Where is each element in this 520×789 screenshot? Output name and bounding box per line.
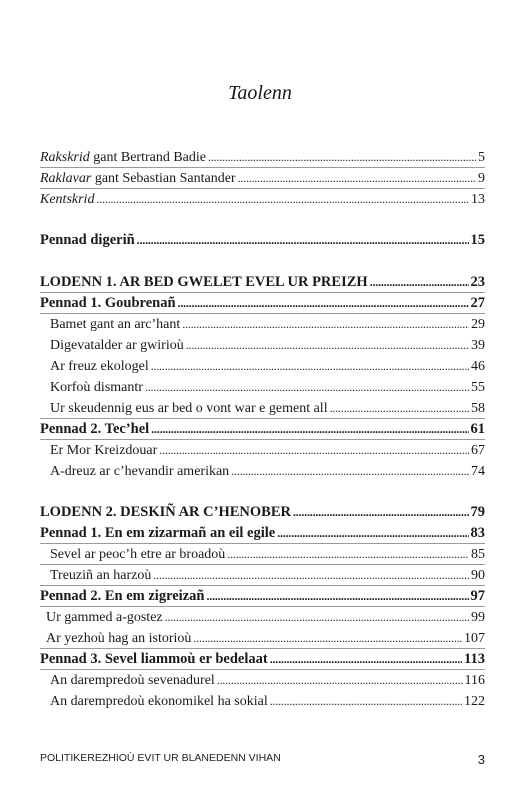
toc-section[interactable] bbox=[50, 462, 485, 480]
toc-page-number: 39 bbox=[471, 338, 485, 353]
toc-page-number: 55 bbox=[471, 380, 485, 395]
toc-part-1[interactable] bbox=[40, 273, 485, 291]
toc-page-number: 67 bbox=[471, 443, 485, 458]
toc-entry-label: Ur gammed a-gostez bbox=[46, 610, 163, 625]
toc-entry-label: Ar yezhoù hag an istorioù bbox=[46, 631, 192, 646]
toc-section[interactable] bbox=[46, 629, 485, 647]
dot-leader bbox=[238, 169, 476, 188]
toc-page-number: 23 bbox=[470, 274, 485, 290]
dot-leader bbox=[270, 692, 462, 711]
divider bbox=[40, 418, 485, 419]
toc-entry-kentskrid[interactable] bbox=[40, 190, 485, 208]
toc-entry-italic: Kentskrid bbox=[40, 192, 95, 207]
toc-chapter[interactable] bbox=[40, 294, 485, 312]
toc-page-number: 46 bbox=[471, 359, 485, 374]
toc-entry-label: Pennad 1. En em zizarmañ an eil egile bbox=[40, 525, 276, 541]
toc-entry-rakskrid[interactable] bbox=[40, 148, 485, 166]
toc-entry-label: Korfoù dismantr bbox=[50, 380, 143, 395]
toc-page-number: 90 bbox=[471, 568, 485, 583]
dot-leader bbox=[153, 566, 469, 585]
toc-entry-label: An darempredoù ekonomikel ha sokial bbox=[50, 694, 268, 709]
dot-leader bbox=[206, 587, 468, 605]
divider bbox=[40, 606, 485, 607]
toc-entry-label: Ur skeudennig eus ar bed o vont war e gement all bbox=[50, 401, 328, 416]
toc-entry-label: A-dreuz ar c’hevandir amerikan bbox=[50, 464, 230, 479]
dot-leader bbox=[151, 420, 468, 438]
toc-section[interactable] bbox=[50, 441, 485, 459]
dot-leader bbox=[193, 629, 462, 648]
toc-entry-label: gant Sebastian Santander bbox=[91, 171, 236, 186]
divider bbox=[40, 292, 485, 293]
divider bbox=[40, 188, 485, 189]
toc-entry-label: An darempredoù sevenadurel bbox=[50, 673, 215, 688]
toc-page-number: 107 bbox=[464, 631, 485, 646]
toc-page-number: 116 bbox=[464, 673, 485, 688]
toc-chapter[interactable] bbox=[40, 650, 485, 668]
toc-section[interactable] bbox=[50, 315, 485, 333]
divider bbox=[40, 669, 485, 670]
toc-section[interactable] bbox=[50, 378, 485, 396]
toc-entry-label: gant Bertrand Badie bbox=[89, 150, 207, 165]
toc-entry-label: Sevel ar peoc’h etre ar broadoù bbox=[50, 547, 226, 562]
toc-chapter[interactable] bbox=[40, 420, 485, 438]
dot-leader bbox=[208, 148, 476, 167]
toc-entry-label: Pennad 2. Tec’hel bbox=[40, 421, 150, 437]
toc-chapter[interactable] bbox=[40, 587, 485, 605]
dot-leader bbox=[293, 503, 469, 521]
toc-entry-label: Pennad 3. Sevel liammoù er bedelaat bbox=[40, 651, 268, 667]
toc-page-number: 113 bbox=[464, 651, 485, 667]
dot-leader bbox=[270, 650, 462, 668]
dot-leader bbox=[231, 462, 469, 481]
toc-page-number: 99 bbox=[471, 610, 485, 625]
dot-leader bbox=[159, 441, 469, 460]
toc-section[interactable] bbox=[50, 566, 485, 584]
toc-page-number: 5 bbox=[478, 150, 485, 165]
dot-leader bbox=[330, 399, 469, 418]
toc-entry-label: LODENN 1. AR BED GWELET EVEL UR PREIZH bbox=[40, 274, 368, 290]
dot-leader bbox=[165, 608, 469, 627]
divider bbox=[40, 167, 485, 168]
dot-leader bbox=[151, 357, 469, 376]
toc-page-number: 79 bbox=[470, 504, 485, 520]
toc-entry-label: Pennad 2. En em zigreizañ bbox=[40, 588, 205, 604]
toc-entry-label: Pennad 1. Goubrenañ bbox=[40, 295, 176, 311]
toc-page-number: 27 bbox=[470, 295, 485, 311]
toc-entry-italic: Rakskrid bbox=[40, 150, 90, 165]
page-title: Taolenn bbox=[228, 82, 292, 104]
toc-entry-label: Ar freuz ekologel bbox=[50, 359, 149, 374]
dot-leader bbox=[277, 524, 468, 542]
toc-entry-label: Er Mor Kreizdouar bbox=[50, 443, 158, 458]
toc-entry-italic: Raklavar bbox=[40, 171, 92, 186]
toc-entry-label: Treuziñ an harzoù bbox=[50, 568, 152, 583]
toc-page-number: 74 bbox=[471, 464, 485, 479]
dot-leader bbox=[96, 190, 469, 209]
divider bbox=[40, 313, 485, 314]
dot-leader bbox=[186, 336, 469, 355]
dot-leader bbox=[227, 545, 469, 564]
divider bbox=[40, 585, 485, 586]
toc-chapter[interactable] bbox=[40, 524, 485, 542]
toc-page-number: 58 bbox=[471, 401, 485, 416]
divider bbox=[40, 564, 485, 565]
toc-page-number: 9 bbox=[478, 171, 485, 186]
running-title: POLITIKEREZHIOÙ EVIT UR BLANEDENN VIHAN bbox=[40, 752, 281, 764]
toc-page-number: 97 bbox=[470, 588, 485, 604]
divider bbox=[40, 543, 485, 544]
toc-page-number: 61 bbox=[470, 421, 485, 437]
toc-section[interactable] bbox=[50, 671, 485, 689]
toc-entry-label: LODENN 2. DESKIÑ AR C’HENOBER bbox=[40, 504, 291, 520]
toc-section[interactable] bbox=[50, 357, 485, 375]
toc-entry-label: Pennad digeriñ bbox=[40, 232, 135, 248]
toc-section[interactable] bbox=[50, 692, 485, 710]
toc-page-number: 83 bbox=[470, 525, 485, 541]
toc-entry-label: Digevatalder ar gwirioù bbox=[50, 338, 184, 353]
toc-part-2[interactable] bbox=[40, 503, 485, 521]
toc-section[interactable] bbox=[46, 608, 485, 626]
dot-leader bbox=[145, 378, 469, 397]
toc-entry-raklavar[interactable] bbox=[40, 169, 485, 187]
toc-section[interactable] bbox=[50, 545, 485, 563]
page-number: 3 bbox=[477, 752, 485, 767]
dot-leader bbox=[217, 671, 463, 690]
toc-page-number: 29 bbox=[471, 317, 485, 332]
dot-leader bbox=[370, 273, 469, 291]
toc-section[interactable] bbox=[50, 399, 485, 417]
toc-section[interactable] bbox=[50, 336, 485, 354]
toc-page-number: 15 bbox=[470, 232, 485, 248]
dot-leader bbox=[182, 315, 469, 334]
dot-leader bbox=[178, 294, 469, 312]
page-footer bbox=[40, 752, 485, 767]
toc-entry-intro[interactable] bbox=[40, 231, 485, 249]
toc-page-number: 85 bbox=[471, 547, 485, 562]
toc-page-number: 13 bbox=[471, 192, 485, 207]
divider bbox=[40, 439, 485, 440]
toc-page-number: 122 bbox=[464, 694, 485, 709]
divider bbox=[40, 648, 485, 649]
dot-leader bbox=[137, 231, 469, 249]
toc-entry-label: Bamet gant an arc’hant bbox=[50, 317, 181, 332]
